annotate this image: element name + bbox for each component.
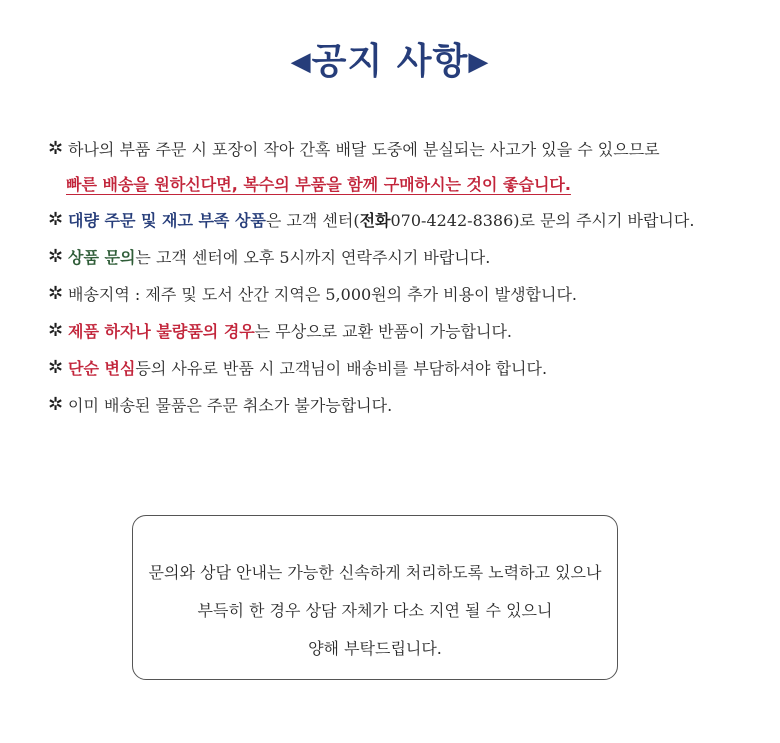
notice-text: 하나의 부품 주문 시 포장이 작아 간혹 배달 도중에 분실되는 사고가 있을 수 있으므로: [68, 140, 660, 159]
info-line: 문의와 상담 안내는 가능한 신속하게 처리하도록 노력하고 있으나: [148, 563, 602, 582]
asterisk-icon: ✲: [48, 246, 64, 267]
page-title-text: 공지 사항: [311, 41, 469, 82]
notice-text: 배송지역 : 제주 및 도서 산간 지역은 5,000원의 추가 비용이 발생합니다.: [68, 285, 577, 304]
notice-item-single-order: [48, 130, 758, 167]
notice-item-product-inquiry: [48, 238, 758, 275]
asterisk-icon: ✲: [48, 138, 64, 159]
notice-text: 는 고객 센터에 오후 5시까지 연락주시기 바랍니다.: [135, 248, 491, 267]
phone-label: 전화: [359, 211, 391, 230]
notice-item-cancellation: [48, 386, 758, 423]
inquiry-info-box: [132, 515, 618, 680]
right-triangle-icon: ▶: [468, 47, 490, 77]
notice-highlight: 제품 하자나 불량품의 경우: [68, 322, 255, 341]
asterisk-icon: ✲: [48, 320, 64, 341]
info-line: 부득히 한 경우 상담 자체가 다소 지연 될 수 있으니: [197, 601, 553, 620]
notice-highlight: 단순 변심: [68, 359, 136, 378]
notice-item-single-order-continuation: [48, 165, 758, 201]
asterisk-icon: ✲: [48, 283, 64, 304]
notice-highlight: 대량 주문 및 재고 부족 상품: [68, 211, 266, 230]
asterisk-icon: ✲: [48, 394, 64, 415]
info-line: 양해 부탁드립니다.: [308, 639, 442, 658]
left-triangle-icon: ◀: [290, 47, 312, 77]
notice-item-defective-product: [48, 312, 758, 349]
notice-list: [48, 130, 758, 423]
notice-item-bulk-order: [48, 201, 758, 238]
notice-highlight: 상품 문의: [68, 248, 136, 267]
notice-text: 이미 배송된 물품은 주문 취소가 불가능합니다.: [68, 396, 393, 415]
notice-text: 은 고객 센터(: [265, 211, 360, 230]
notice-highlight: 빠른 배송을 원하신다면, 복수의 부품을 함께 구매하시는 것이 좋습니다.: [66, 174, 571, 194]
notice-text: 070-4242-8386)로 문의 주시기 바랍니다.: [390, 211, 695, 230]
notice-item-delivery-area: [48, 275, 758, 312]
page-title: [0, 38, 780, 86]
asterisk-icon: ✲: [48, 209, 64, 230]
notice-text: 등의 사유로 반품 시 고객님이 배송비를 부담하셔야 합니다.: [135, 359, 548, 378]
asterisk-icon: ✲: [48, 357, 64, 378]
notice-text: 는 무상으로 교환 반품이 가능합니다.: [254, 322, 513, 341]
notice-item-change-of-mind: [48, 349, 758, 386]
